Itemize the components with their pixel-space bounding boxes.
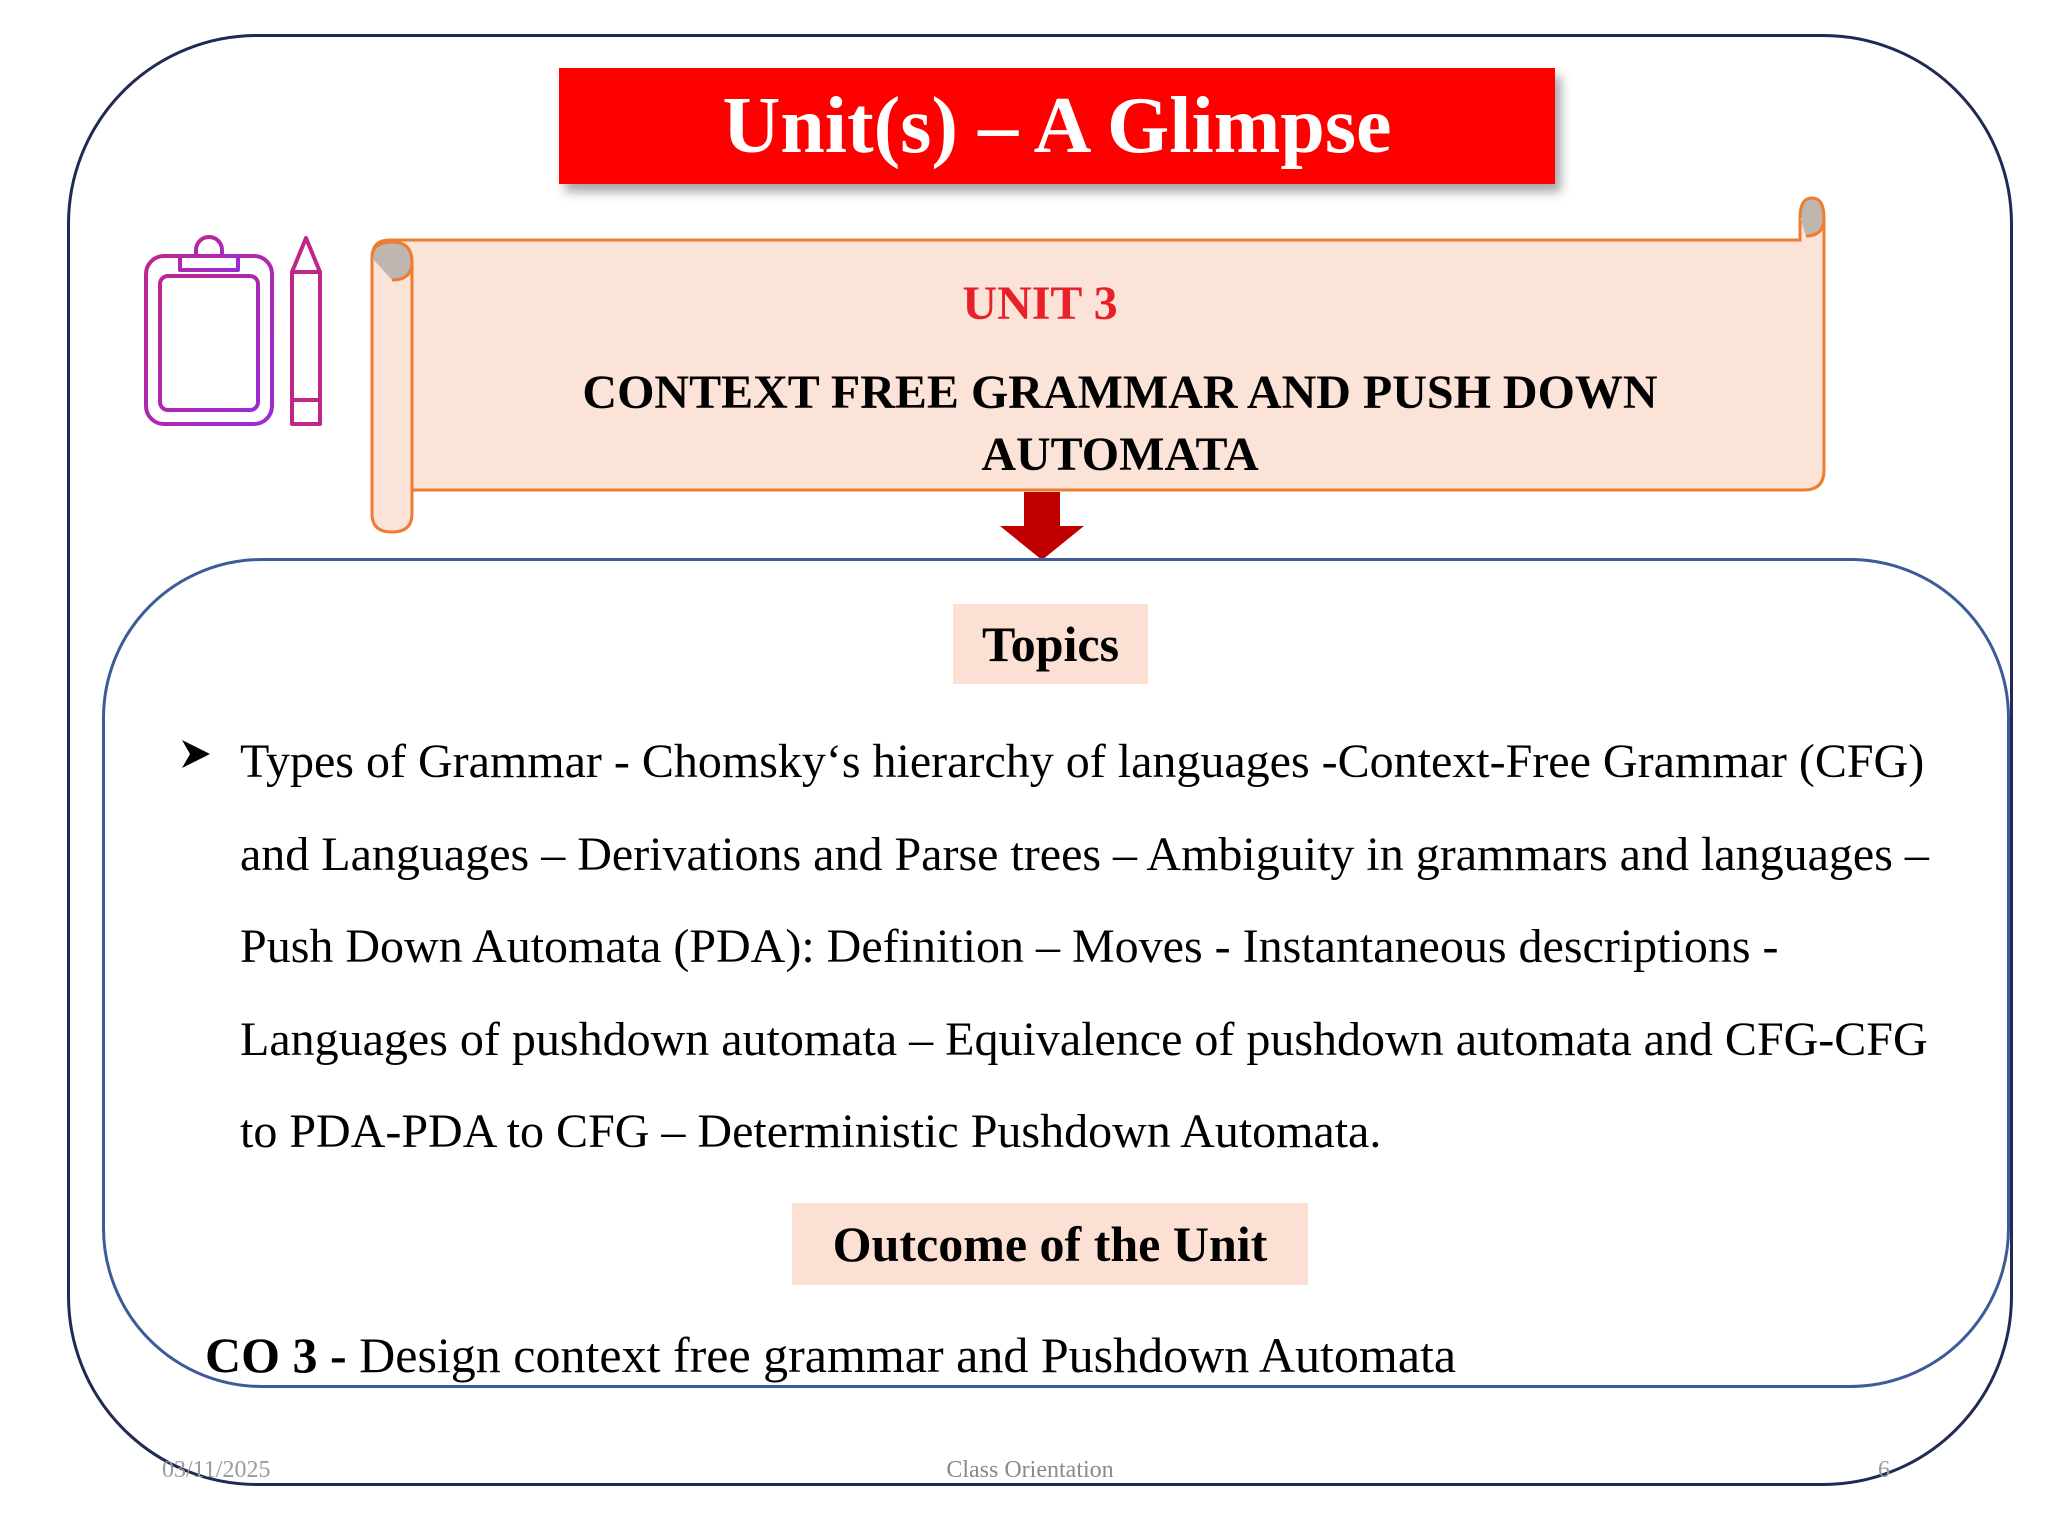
bullet-arrow-icon <box>178 736 214 772</box>
course-outcome <box>205 1326 1905 1384</box>
footer-title: Class Orientation <box>946 1457 1114 1483</box>
outcome-label: Outcome of the Unit <box>792 1203 1308 1285</box>
topics-text: Types of Grammar - Chomsky‘s hierarchy of languages -Context-Free Grammar (CFG) and Languages – Derivations and Parse trees – Ambiguity in grammars and languages – Push Down Automata (PDA): Definition – Moves - Instantaneous descriptions -Languages of pushdown automata – Equivalence of pushdown automata and CFG-CFG to PDA-PDA to CFG – Deterministic Pushdown Automata. <box>240 735 1929 1158</box>
course-outcome-code: CO 3 - <box>205 1327 347 1383</box>
course-outcome-text: Design context free grammar and Pushdown Automata <box>346 1327 1457 1383</box>
unit-title: CONTEXT FREE GRAMMAR AND PUSH DOWN AUTOMATA <box>582 366 1658 481</box>
unit-number: UNIT 3 <box>962 277 1118 330</box>
down-arrow-icon <box>1000 492 1084 560</box>
footer-date: 03/11/2025 <box>162 1457 271 1483</box>
page-number: 6 <box>1878 1457 1890 1483</box>
topics-label: Topics <box>953 604 1148 684</box>
slide-title: Unit(s) – A Glimpse <box>722 82 1392 170</box>
